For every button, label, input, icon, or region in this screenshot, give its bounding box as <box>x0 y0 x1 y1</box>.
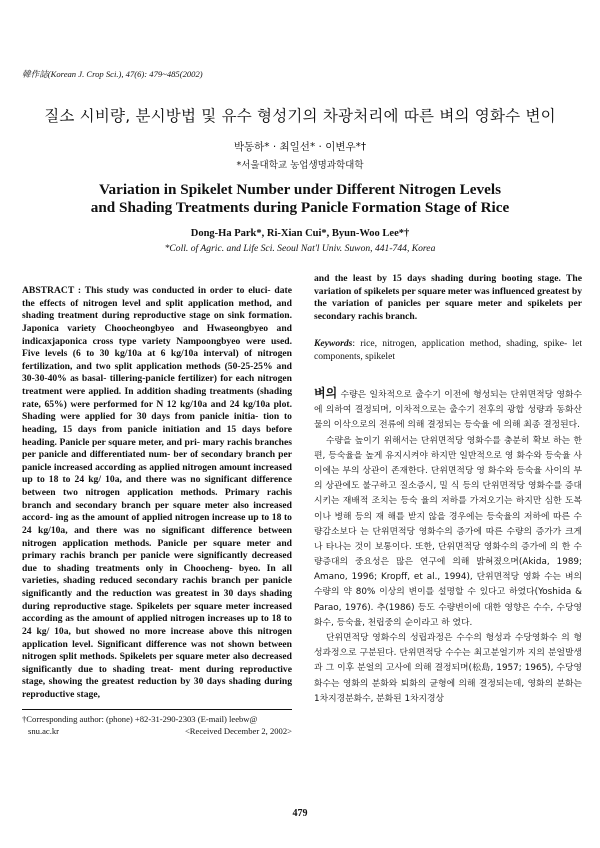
korean-title: 질소 시비량, 분시방법 및 유수 형성기의 차광처리에 따른 벼의 영화수 변이 <box>44 107 556 125</box>
abstract-line: as applied nitrogen amount increased up to 18 to 24 kg/ <box>22 461 292 486</box>
body-line: 하였다(Yoshida & Parao, 1976). 추(1986) 등도 수량변이에 <box>314 587 582 613</box>
abstract-line: 24 kg/10a, and there was no significant difference between <box>22 524 292 536</box>
abstract-line: variation of spikelets per square meter was influenced <box>314 285 538 297</box>
abstract-line: application level. Significant difference was not shown <box>22 638 259 650</box>
body-line: 해를 받지 않을 경우에는 등숙율의 저하에 따른 수량감소보다 <box>314 511 583 537</box>
body-lead-word: 벼의 <box>314 386 338 400</box>
footnote <box>22 713 292 738</box>
body-line: 수량을 높이기 위해서는 단위면적당 영화수를 충분히 확보 <box>326 435 554 446</box>
korean-affiliation: *서울대학교 농업생명과학대학 <box>236 160 364 171</box>
body-line: 지의 분얼발생과 그 이후 분얼의 고사에 의해 결정되며(松島, <box>314 648 582 674</box>
abstract-line: branch per panicle significantly and the reduction was <box>22 575 292 599</box>
footnote-line-1: †Corresponding author: (phone) +82-31-290-2303 (E-mail) leebw@ <box>22 714 258 724</box>
english-title <box>0 181 600 217</box>
abstract-line: nitrogen application methods. Primary rachis branch and <box>22 487 292 511</box>
body-line: 결정되는데, 영화의 분화는 1차지경분화수, 분화된 1차지경상 <box>314 678 582 704</box>
abstract-line: meter also decreased significantly due to shading treat- <box>22 651 292 675</box>
abstract-line: between nitrogen split methods. Spikelets per square <box>22 638 292 663</box>
body-line: 영화수에 의하여 결정되며, 이차적으로는 출수기 전후의 광합 <box>314 390 582 416</box>
abstract-line: secondary branch per square meter also increased accord- <box>22 499 292 524</box>
english-title-line-2: and Shading Treatments during Panicle Formation Stage of Rice <box>90 199 510 216</box>
body-line: 한 수량증대의 중요성은 많은 연구에 의해 밝혀졌으며(Akida, <box>314 541 582 568</box>
body-line: 1957; 1965), 수당영화수는 영화의 분화와 퇴화의 균형에 의해 <box>314 663 582 689</box>
abstract-line: nitrogen application methods. Panicle per square meter <box>22 537 277 549</box>
footnote-divider <box>22 709 292 710</box>
received-date: <Received December 2, 2002> <box>184 726 292 737</box>
abstract-left-column <box>22 285 292 702</box>
body-paragraph-2 <box>314 434 582 631</box>
body-line: 수량은 일차적으로 출수기 이전에 형성되는 단위면적당 <box>337 390 557 400</box>
keywords <box>314 338 582 363</box>
body-line: 단위면적당 영화수의 성립과정은 수수의 형성과 수당영화수 <box>326 633 562 643</box>
abstract-line: method, and shading treatment during reproductive stage <box>22 297 292 322</box>
abstract-right-column <box>314 273 582 324</box>
body-line: 에 의해 최종 결정된다. <box>492 420 580 431</box>
abstract-line: ber of secondary branch per panicle increased according <box>22 449 292 473</box>
abstract-line: and primary rachis branch per panicle were significantly <box>22 537 292 562</box>
english-authors: Dong-Ha Park*, Ri-Xian Cui*, Byun-Woo Lee*† <box>190 228 410 239</box>
abstract-line: amount of applied nitrogen increases up to 18 to 24 kg/ <box>22 613 292 637</box>
abstract-line: Hwaseongbyeo and indicaxjaponica cross type variety <box>22 322 292 347</box>
body-line: 하는 한편, 등숙율을 높게 유지시켜야 하지만 일반적으로 영 <box>314 435 582 461</box>
abstract-line: were applied. In addition shading treatments (shading <box>65 386 292 397</box>
body-line: 는 단위면적당 영화수의 증가에 따른 수량의 증가가 크게 나 <box>314 526 582 552</box>
abstract-line: mary rachis branches per panicle and differentiated num- <box>22 436 292 461</box>
abstract-line: greatest in 30 days shading during reproductive stage. <box>22 588 293 612</box>
body-line: 1989; Amano, 1996; Kropff, et al., 1994), 단위면적당 영화 <box>314 557 582 583</box>
body-line: 율의 저하를 가져오기는 하지만 심한 도복이나 병해 등의 재 <box>314 496 582 522</box>
abstract-line: ABSTRACT : This study was conducted in order to eluci- <box>22 285 275 296</box>
abstract-line: kg/10a interval) of nitrogen fertilization, and two split <box>22 348 292 372</box>
keywords-line: let components, spikelet <box>314 338 582 362</box>
keywords-line: : rice, nitrogen, application method, shading, spike- <box>352 338 573 349</box>
abstract-line: tion to heading, 15 days from panicle initiation and 15 <box>22 411 292 435</box>
body-paragraph-3 <box>314 631 582 707</box>
abstract-line: tillering-panicle fertilizer) for each nitrogen treatment <box>22 373 292 397</box>
body-line: 화수와 등숙율 사이에는 부의 상관이 존재한다. 단위면적당 영 <box>314 450 583 476</box>
abstract-line: and the least by 15 days shading during booting stage. The <box>314 273 582 284</box>
abstract-line: plot. Shading were applied for 30 days from panicle initia- <box>22 398 292 423</box>
body-line: 화수와 등숙율 사이의 부의 상관에도 불구하고 질소증시, 밀 <box>314 465 582 492</box>
journal-citation: 韓作誌(Korean J. Crop Sci.), 47(6): 479~485(2002) <box>22 69 203 79</box>
english-title-line-1: Variation in Spikelet Number under Different Nitrogen Levels <box>98 181 502 198</box>
abstract-line: days before heading. Panicle per square meter, and pri- <box>22 423 292 448</box>
footnote-line-2 <box>22 725 292 737</box>
abstract-line: spikelets per secondary rachis branch. <box>314 298 582 322</box>
abstract-line: decreased due to shading treatments only in Choocheng- <box>22 550 292 574</box>
body-paragraph-1 <box>314 386 582 434</box>
abstract-line: on sink formation. Japonica variety Choocheongbyeo and <box>22 310 292 334</box>
abstract-line: reduction by 30 days shading during reproductive stage, <box>22 676 292 700</box>
abstract-line: Nampoongbyeo were used. Five levels (6 to 30 kg/10a at 6 <box>22 335 292 360</box>
abstract-line: 10a, but showed no more increase above this nitrogen <box>54 625 292 637</box>
keywords-text <box>314 338 582 362</box>
footnote-email-domain: snu.ac.kr <box>28 726 60 737</box>
english-affiliation: *Coll. of Agric. and Life Sci. Seoul Nat'l Univ. Suwon, 441-744, Korea <box>164 243 436 254</box>
body-line: 식 등의 단위면적당 영화수를 증대시키는 재배적 조치는 등숙 <box>314 481 583 507</box>
body-line: 수는 벼의 수량의 약 80% 이상의 변이를 설명할 수 있다고 <box>314 572 582 598</box>
body-line: 성량과 동화산물의 이삭으로의 전류에 의해 결정되는 등숙율 <box>314 405 582 431</box>
body-line: 의 형성과정으로 구분된다. 단위면적당 수수는 최고분얼기까 <box>314 633 582 659</box>
body-line: 타나는 것이 보통이다. 또한, 단위면적당 영화수의 증가에 의 <box>325 541 562 552</box>
abstract-line: ing as the amount of applied nitrogen increase up to 18 to <box>55 512 292 524</box>
korean-authors: 박동하* · 최일선* · 이변우*† <box>233 141 367 153</box>
abstract-line: ment during reproductive stage, showing the greatest <box>22 663 292 688</box>
body-line: 였다. <box>452 617 473 628</box>
abstract-line: byeo. In all varieties, shading reduced secondary rachis <box>22 562 292 587</box>
abstract-line: application methods (50-25-25% and 30-30-40% as basal- <box>22 360 292 385</box>
abstract-line: date the effects of nitrogen level and split application <box>22 285 292 309</box>
abstract-line: Spikelets per square meter increased according as the <box>22 600 292 625</box>
abstract-line: greatest by the variation of panicles per square meter and <box>314 285 582 310</box>
body-text <box>314 386 582 707</box>
abstract-line: 10a, and there was no significant difference between two <box>22 474 293 498</box>
keywords-label: Keywords <box>314 338 353 349</box>
body-paragraph-1-text <box>314 390 582 430</box>
page-number: 479 <box>292 808 308 819</box>
body-line: 대한 영향은 수수, 수당영화수, 등숙율, 천립중의 순이라고 하 <box>314 602 582 628</box>
abstract-line: rate, 65%) were performed for N 12 kg/10a and 24 kg/10a <box>22 398 274 410</box>
